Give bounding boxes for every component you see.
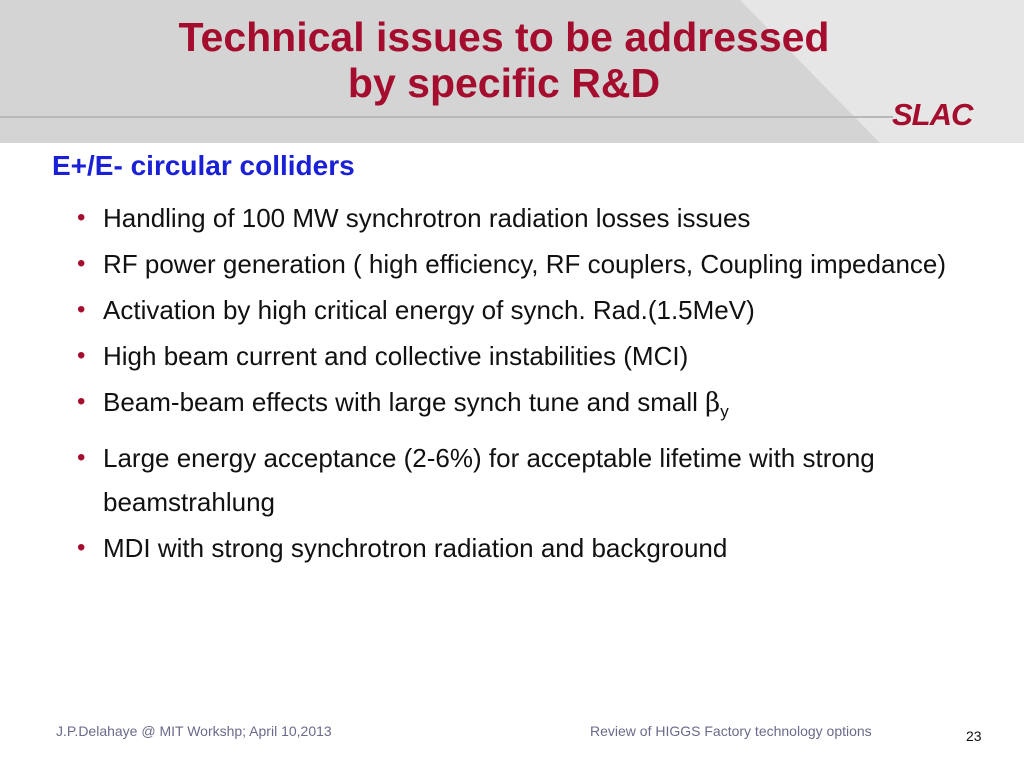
- page-number: 23: [966, 728, 982, 744]
- beta-symbol: β: [705, 388, 721, 418]
- footer-author: J.P.Delahaye @ MIT Workshp; April 10,2013: [56, 723, 332, 739]
- bullet-item: [73, 380, 973, 434]
- beta-subscript: y: [720, 402, 729, 421]
- section-subheading: E+/E- circular colliders: [52, 150, 355, 181]
- bullet-text: Large energy acceptance (2-6%) for acceptable lifetime with strong beamstrahlung: [103, 443, 875, 517]
- bullet-text: Handling of 100 MW synchrotron radiation losses issues: [103, 203, 751, 233]
- bullet-text: Beam-beam effects with large synch tune and small: [103, 387, 706, 417]
- bullet-list: [73, 196, 973, 572]
- header-rule: [0, 116, 893, 118]
- bullet-item: [73, 288, 973, 332]
- bullet-text: MDI with strong synchrotron radiation and background: [103, 533, 728, 563]
- bullet-item: [73, 436, 973, 524]
- slac-logo: SLAC: [892, 97, 973, 132]
- bullet-dot: •: [77, 388, 86, 415]
- bullet-item: [73, 526, 973, 570]
- bullet-dot: •: [77, 444, 86, 471]
- title-line-1: Technical issues to be addressed: [178, 14, 830, 60]
- bullet-text: High beam current and collective instabilities (MCI): [103, 341, 689, 371]
- title-line-2: by specific R&D: [347, 60, 661, 106]
- bullet-item: [73, 242, 973, 286]
- bullet-item: [73, 334, 973, 378]
- bullet-dot: •: [77, 204, 86, 231]
- bullet-dot: •: [77, 250, 86, 277]
- slide-title: [0, 14, 1008, 106]
- bullet-dot: •: [77, 342, 86, 369]
- bullet-text: Activation by high critical energy of synch. Rad.(1.5MeV): [103, 295, 755, 325]
- bullet-item: [73, 196, 973, 240]
- bullet-text: RF power generation ( high efficiency, RF couplers, Coupling impedance): [103, 249, 947, 279]
- bullet-dot: •: [77, 296, 86, 323]
- bullet-dot: •: [77, 534, 86, 561]
- footer-title: Review of HIGGS Factory technology options: [590, 723, 872, 739]
